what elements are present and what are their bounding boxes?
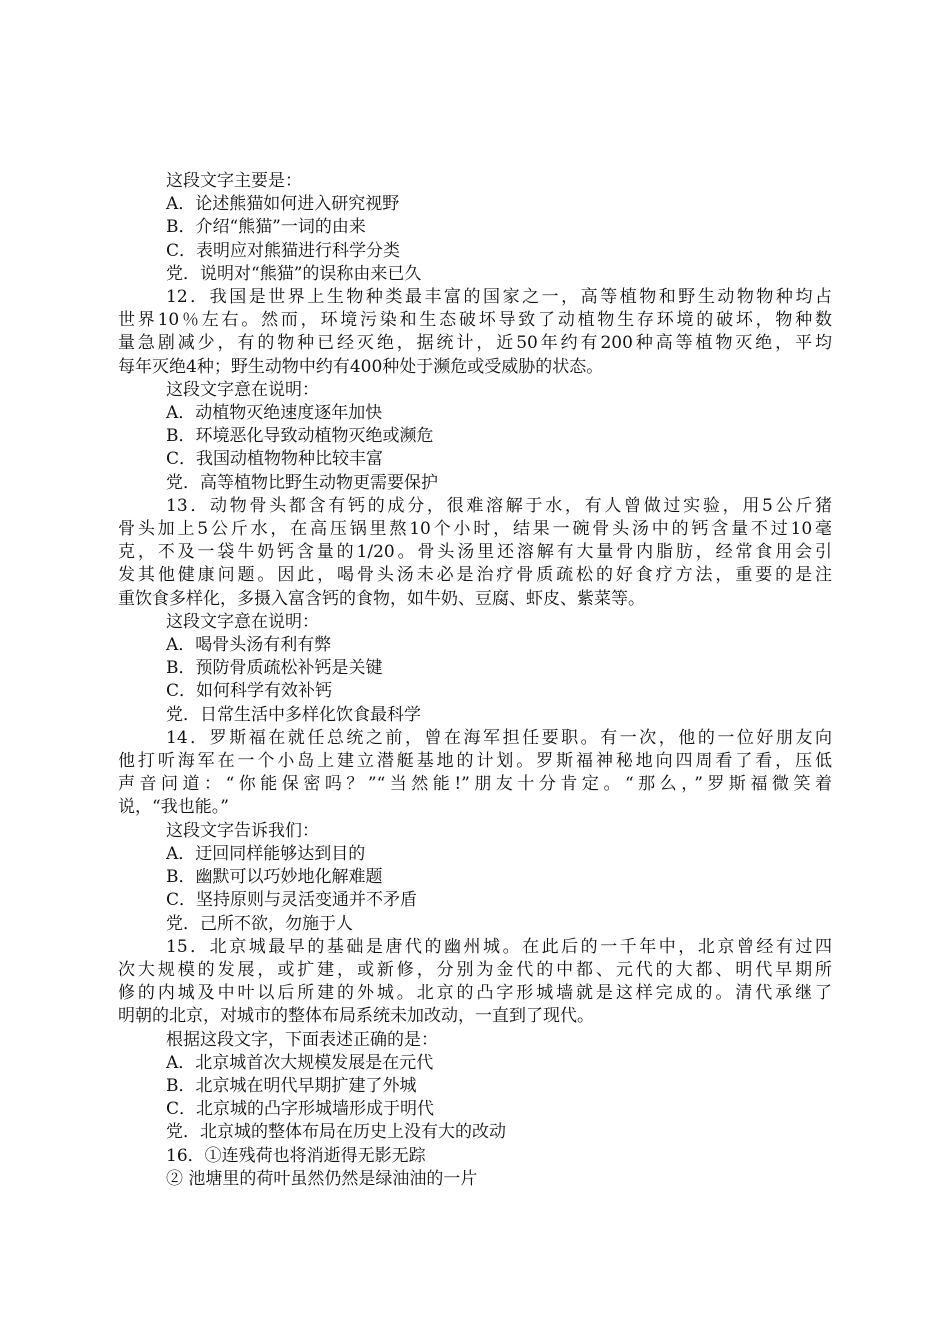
paragraph-line: 他打听海军在一个小岛上建立潜艇基地的计划。罗斯福神秘地向四周看了看，压低	[118, 751, 832, 772]
text-line: A．论述熊猫如何进入研究视野	[166, 194, 400, 215]
text-line: B．幽默可以巧妙地化解难题	[166, 867, 383, 888]
paragraph-first-line: 14．罗斯福在就任总统之前，曾在海军担任要职。有一次，他的一位好朋友向	[166, 727, 832, 748]
text-line: 党．高等植物比野生动物更需要保护	[166, 472, 438, 493]
paragraph-line: 骨头加上5公斤水，在高压锅里熬10个小时，结果一碗骨头汤中的钙含量不过10毫	[118, 519, 832, 540]
paragraph-line: 声音问道：“你能保密吗？”“当然能!”朋友十分肯定。“那么，”罗斯福微笑着	[118, 774, 832, 795]
paragraph-line: 发其他健康问题。因此，喝骨头汤未必是治疗骨质疏松的好食疗方法，重要的是注	[118, 565, 832, 586]
paragraph-line: 世界10％左右。然而，环境污染和生态破坏导致了动植物生存环境的破坏，物种数	[118, 310, 832, 331]
text-line: A．动植物灭绝速度逐年加快	[166, 403, 383, 424]
text-line: C．北京城的凸字形城墙形成于明代	[166, 1099, 435, 1120]
text-line: A．迂回同样能够达到目的	[166, 843, 366, 864]
paragraph-last-line: 每年灭绝4种；野生动物中约有400种处于濒危或受威胁的状态。	[118, 356, 604, 377]
text-line: C．如何科学有效补钙	[166, 681, 333, 702]
text-line: 这段文字意在说明：	[166, 379, 319, 400]
paragraph-last-line: 说，“我也能。”	[118, 797, 229, 818]
paragraph-first-line: 13．动物骨头都含有钙的成分，很难溶解于水，有人曾做过实验，用5公斤猪	[166, 495, 832, 516]
text-line: B．介绍“熊猫”一词的由来	[166, 217, 366, 238]
document-page	[0, 170, 950, 1191]
paragraph-line: 克，不及一袋牛奶钙含量的1/20。骨头汤里还溶解有大量骨内脂肪，经常食用会引	[118, 542, 832, 563]
paragraph-line: 量急剧减少，有的物种已经灭绝，据统计，近50年约有200种高等植物灭绝，平均	[118, 333, 832, 354]
text-line: 党．北京城的整体布局在历史上没有大的改动	[166, 1122, 506, 1143]
text-line: 党．己所不欲，勿施于人	[166, 913, 353, 934]
text-line: 党．日常生活中多样化饮食最科学	[166, 704, 421, 725]
text-line: B．北京城在明代早期扩建了外城	[166, 1075, 417, 1096]
text-line: 党．说明对“熊猫”的误称由来已久	[166, 263, 422, 284]
paragraph-line: 修的内城及中叶以后所建的外城。北京的凸字形城墙就是这样完成的。清代承继了	[118, 983, 832, 1004]
text-line: A．喝骨头汤有利有弊	[166, 635, 332, 656]
text-line: B．环境恶化导致动植物灭绝或濒危	[166, 426, 434, 447]
text-line: 16．①连残荷也将消逝得无影无踪	[166, 1145, 426, 1166]
text-line: C．表明应对熊猫进行科学分类	[166, 240, 401, 261]
text-line: 这段文字主要是：	[166, 171, 302, 191]
text-line: ② 池塘里的荷叶虽然仍然是绿油油的一片	[166, 1168, 478, 1189]
text-line: B．预防骨质疏松补钙是关键	[166, 658, 383, 679]
paragraph-last-line: 重饮食多样化，多摄入富含钙的食物，如牛奶、豆腐、虾皮、紫菜等。	[118, 588, 645, 609]
paragraph-line: 次大规模的发展，或扩建，或新修，分别为金代的中都、元代的大都、明代早期所	[118, 959, 832, 980]
text-line: C．坚持原则与灵活变通并不矛盾	[166, 890, 418, 911]
text-line: 这段文字告诉我们：	[166, 820, 319, 841]
paragraph-first-line: 12．我国是世界上生物种类最丰富的国家之一，高等植物和野生动物物种均占	[166, 287, 832, 308]
text-line: 这段文字意在说明：	[166, 611, 319, 632]
paragraph-last-line: 明朝的北京，对城市的整体布局系统未加改动，一直到了现代。	[118, 1006, 594, 1027]
text-line: 根据这段文字，下面表述正确的是：	[166, 1029, 438, 1050]
text-line: C．我国动植物物种比较丰富	[166, 449, 384, 470]
text-line: A．北京城首次大规模发展是在元代	[166, 1052, 434, 1073]
paragraph-first-line: 15．北京城最早的基础是唐代的幽州城。在此后的一千年中，北京曾经有过四	[166, 936, 832, 957]
